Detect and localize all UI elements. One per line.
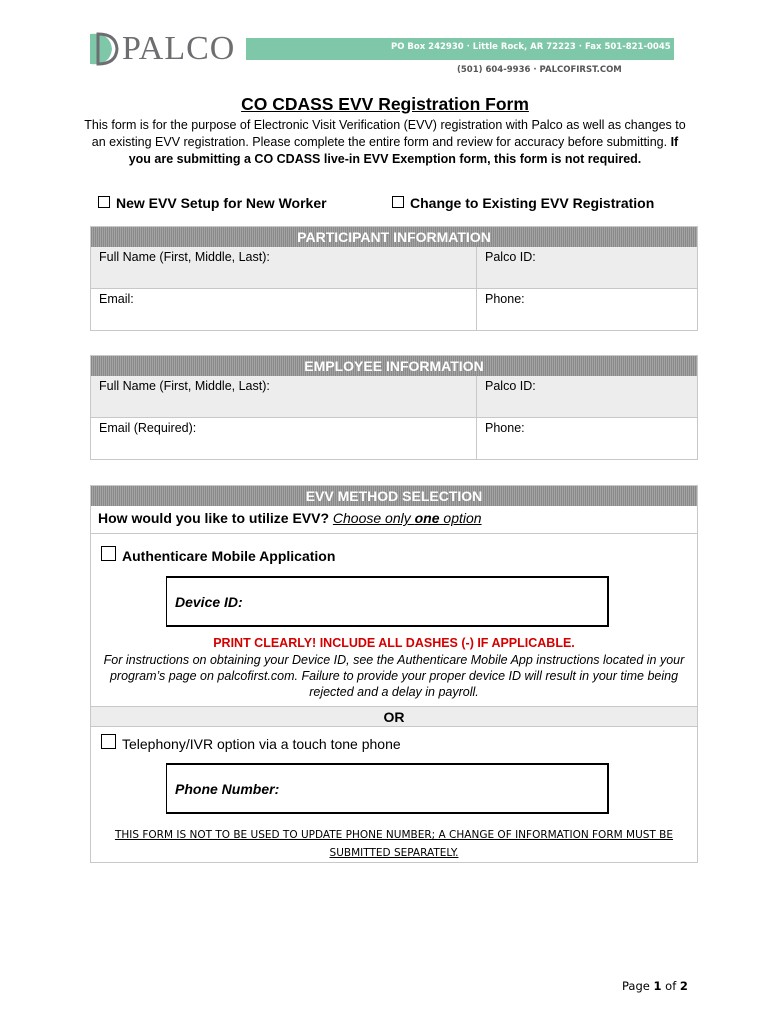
- choose-pre: Choose only: [332, 510, 415, 526]
- page-current: 1: [653, 979, 662, 993]
- or-divider: OR: [91, 706, 697, 727]
- form-title: CO CDASS EVV Registration Form: [241, 94, 529, 114]
- employee-heading: EMPLOYEE INFORMATION: [91, 356, 697, 376]
- employee-email-field[interactable]: Email (Required):: [91, 418, 477, 459]
- participant-row-2: [91, 288, 697, 330]
- evv-method-heading: EVV METHOD SELECTION: [91, 486, 697, 506]
- choose-one-note: [333, 510, 482, 526]
- participant-phone-field[interactable]: Phone:: [485, 292, 525, 306]
- participant-email-field[interactable]: Email:: [91, 289, 477, 330]
- intro-bold-text: If you are submitting a CO CDASS live-in EVV Exemption form, this form is not required.: [128, 135, 679, 166]
- employee-phone-field[interactable]: Phone:: [485, 421, 525, 435]
- evv-question-text: How would you like to utilize EVV?: [98, 510, 333, 526]
- participant-row-1: [91, 247, 697, 288]
- print-clearly-warning: PRINT CLEARLY! INCLUDE ALL DASHES (-) IF APPLICABLE.: [213, 636, 575, 650]
- employee-section: [90, 355, 698, 460]
- palco-logo-text: PALCO: [122, 30, 236, 67]
- employee-full-name-field[interactable]: Full Name (First, Middle, Last):: [91, 376, 477, 417]
- address-bar: [246, 38, 674, 60]
- phone-update-notice: THIS FORM IS NOT TO BE USED TO UPDATE PHONE NUMBER; A CHANGE OF INFORMATION FORM MUST BE SUBMITTED SEPARATELY.: [114, 829, 674, 859]
- participant-palco-id-field[interactable]: Palco ID:: [485, 250, 536, 264]
- employee-row-1: [91, 376, 697, 417]
- employee-row-2: [91, 417, 697, 459]
- mobile-app-checkbox[interactable]: [101, 546, 116, 561]
- page-word: Page: [622, 979, 654, 993]
- phone-number-field[interactable]: [166, 763, 609, 814]
- palco-logo-icon: [86, 30, 120, 68]
- participant-section: [90, 226, 698, 331]
- telephony-label: Telephony/IVR option via a touch tone phone: [122, 736, 401, 752]
- page-number: [622, 979, 688, 993]
- page-of: of: [661, 979, 680, 993]
- participant-full-name-field[interactable]: Full Name (First, Middle, Last):: [91, 247, 477, 288]
- phone-website: (501) 604-9936 · PALCOFIRST.COM: [457, 65, 622, 75]
- evv-question: [91, 506, 697, 534]
- new-evv-setup-label: New EVV Setup for New Worker: [116, 195, 327, 211]
- employee-palco-id-field[interactable]: Palco ID:: [485, 379, 536, 393]
- mobile-app-option[interactable]: [101, 546, 335, 564]
- telephony-option[interactable]: [101, 734, 401, 752]
- device-id-field[interactable]: [166, 576, 609, 627]
- participant-heading: PARTICIPANT INFORMATION: [91, 227, 697, 247]
- device-id-instructions: For instructions on obtaining your Device ID, see the Authenticare Mobile App instructions located in your program’s page on palcofirst.com. Failure to provide your proper device ID will result in your time being rejected and a delay in payroll.: [103, 653, 685, 699]
- choose-post: option: [439, 510, 482, 526]
- choose-bold: one: [414, 510, 440, 526]
- page-total: 2: [679, 979, 688, 993]
- telephony-checkbox[interactable]: [101, 734, 116, 749]
- change-evv-option[interactable]: [392, 195, 654, 211]
- evv-method-section: [90, 485, 698, 863]
- device-id-label: Device ID:: [175, 594, 243, 610]
- address-text: PO Box 242930 · Little Rock, AR 72223 · Fax 501-821-0045: [391, 42, 671, 52]
- new-evv-setup-option[interactable]: [98, 195, 327, 211]
- change-evv-checkbox[interactable]: [392, 196, 404, 208]
- change-evv-label: Change to Existing EVV Registration: [410, 195, 655, 211]
- mobile-app-label: Authenticare Mobile Application: [122, 548, 336, 564]
- intro-text: This form is for the purpose of Electronic Visit Verification (EVV) registration with Palco as well as changes to an existing EVV registration. Please complete the entire form and review for accuracy before submitting.: [84, 118, 686, 149]
- phone-number-label: Phone Number:: [175, 781, 280, 797]
- intro-paragraph: [80, 117, 690, 168]
- new-evv-setup-checkbox[interactable]: [98, 196, 110, 208]
